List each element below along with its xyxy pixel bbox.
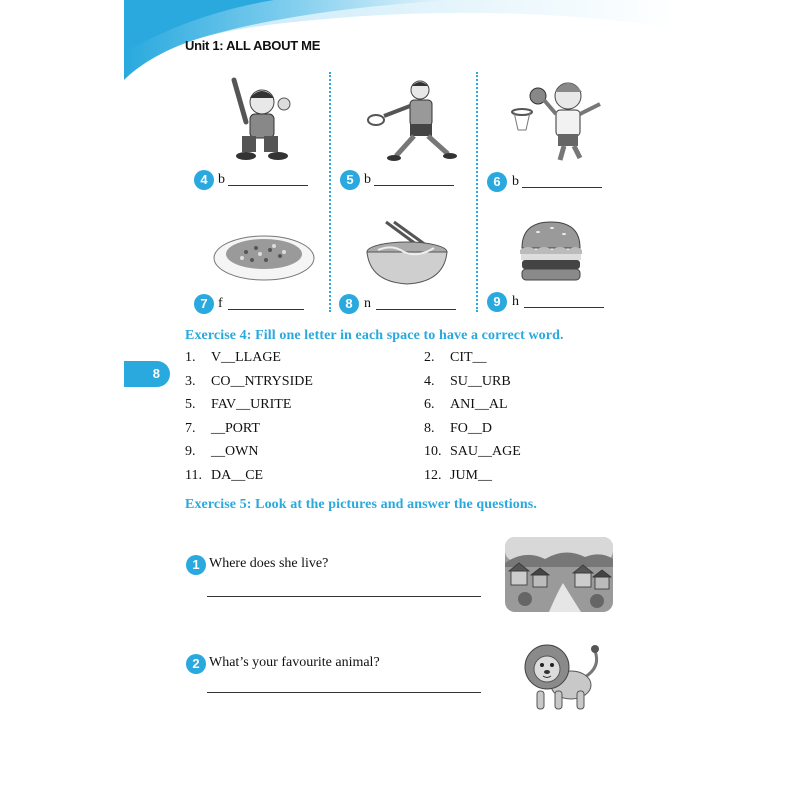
answer-blank[interactable] — [524, 307, 604, 308]
item-number: 11. — [185, 467, 202, 483]
hint-letter: b — [218, 172, 225, 187]
fill-letter-item[interactable] — [424, 444, 521, 460]
fill-letter-item[interactable] — [424, 374, 511, 390]
village-image — [505, 537, 613, 612]
hint-letter: b — [364, 172, 371, 187]
item-number: 10. — [424, 444, 442, 459]
item-number: 3. — [185, 373, 196, 389]
item-number: 7. — [185, 420, 196, 436]
exercise-5-title: Exercise 5: Look at the pictures and answer the questions. — [185, 497, 537, 512]
fill-letter-item[interactable] — [185, 421, 260, 437]
answer-blank[interactable] — [376, 309, 456, 310]
fried-rice-image — [212, 230, 316, 282]
item-number-badge: 6 — [487, 172, 507, 192]
item-number: 9. — [185, 444, 196, 459]
fill-letter-item[interactable] — [185, 444, 258, 460]
badminton-boy-image — [362, 76, 462, 164]
item-word: __OWN — [211, 444, 259, 459]
item-word: SAU__AGE — [450, 444, 521, 459]
question-text: Where does she live? — [209, 556, 329, 571]
answer-blank[interactable] — [228, 185, 308, 186]
fill-letter-item[interactable] — [424, 421, 492, 437]
item-word: FAV__URITE — [211, 397, 292, 412]
item-number-badge: 7 — [194, 294, 214, 314]
item-number-badge: 4 — [194, 170, 214, 190]
lion-image — [521, 637, 605, 713]
item-number: 5. — [185, 397, 196, 412]
fill-letter-item[interactable] — [185, 350, 281, 366]
hint-letter: h — [512, 294, 519, 309]
item-number-badge: 8 — [339, 294, 359, 314]
item-number: 1. — [185, 350, 196, 365]
question-number-badge: 2 — [186, 654, 206, 674]
noodle-bowl-image — [364, 220, 450, 288]
column-divider — [476, 72, 478, 312]
fill-letter-item[interactable] — [424, 350, 487, 366]
item-number: 4. — [424, 373, 435, 389]
fill-letter-item[interactable] — [185, 374, 313, 390]
hint-letter: b — [512, 174, 519, 189]
item-word: ANI__AL — [450, 397, 508, 412]
item-word: CIT__ — [450, 350, 487, 365]
answer-blank[interactable] — [522, 187, 602, 188]
answer-blank[interactable] — [374, 185, 454, 186]
answer-line[interactable] — [207, 596, 481, 597]
item-number: 2. — [424, 350, 435, 365]
page-number-tab: 8 — [124, 361, 170, 387]
hamburger-image — [518, 220, 584, 282]
item-number: 8. — [424, 420, 435, 436]
fill-letter-item[interactable] — [424, 397, 508, 413]
question-number-badge: 1 — [186, 555, 206, 575]
exercise-4-title: Exercise 4: Fill one letter in each space to have a correct word. — [185, 328, 564, 343]
fill-letter-item[interactable] — [185, 468, 263, 484]
basketball-boy-image — [510, 74, 605, 166]
answer-blank[interactable] — [228, 309, 304, 310]
item-word: DA__CE — [211, 467, 264, 483]
item-number: 12. — [424, 467, 442, 483]
unit-title: Unit 1: ALL ABOUT ME — [185, 38, 321, 53]
item-word: V__LLAGE — [211, 350, 281, 365]
hint-letter: n — [364, 296, 371, 311]
answer-line[interactable] — [207, 692, 481, 693]
question-text: What’s your favourite animal? — [209, 655, 380, 670]
item-number: 6. — [424, 397, 435, 412]
item-number-badge: 5 — [340, 170, 360, 190]
item-word: FO__D — [450, 420, 493, 436]
item-word: SU__URB — [450, 373, 511, 389]
baseball-boy-image — [212, 76, 302, 164]
hint-letter: f — [218, 296, 223, 311]
fill-letter-item[interactable] — [185, 397, 291, 413]
item-word: JUM__ — [450, 467, 493, 483]
item-number-badge: 9 — [487, 292, 507, 312]
fill-letter-item[interactable] — [424, 468, 492, 484]
column-divider — [329, 72, 331, 312]
item-word: __PORT — [211, 420, 260, 436]
item-word: CO__NTRYSIDE — [211, 373, 313, 389]
